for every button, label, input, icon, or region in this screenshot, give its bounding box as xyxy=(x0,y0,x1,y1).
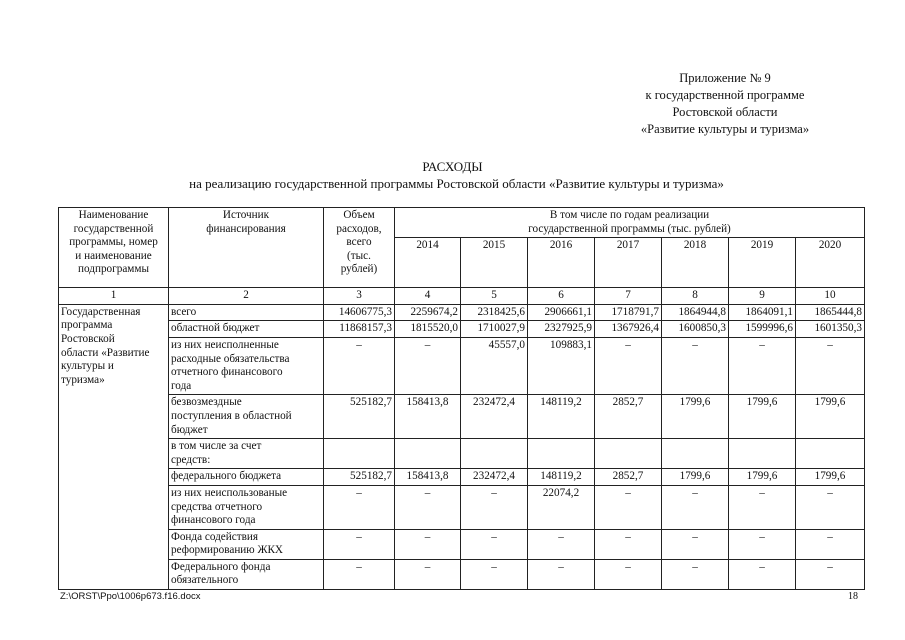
year-value-cell: 2327925,9 xyxy=(528,321,595,338)
funding-source-line: расходные обязательства xyxy=(171,352,290,365)
table-row xyxy=(59,304,865,321)
year-value-cell xyxy=(461,439,528,469)
year-value-cell: 1799,6 xyxy=(729,469,796,486)
year-value-cell xyxy=(395,439,461,469)
funding-source-line: из них неисполненные xyxy=(171,338,279,351)
annex-line: Приложение № 9 xyxy=(679,71,771,85)
program-name-line: культуры и xyxy=(61,360,114,373)
funding-source-cell xyxy=(169,485,324,529)
year-value-cell: – xyxy=(662,485,729,529)
column-number: 5 xyxy=(461,288,528,305)
table-row xyxy=(59,485,865,529)
funding-source-cell xyxy=(169,304,324,321)
year-value-cell: 1601350,3 xyxy=(796,321,865,338)
annex-line: к государственной программе xyxy=(645,88,805,102)
year-value-cell: 1600850,3 xyxy=(662,321,729,338)
year-value-cell: 148119,2 xyxy=(528,469,595,486)
year-value-cell: 2259674,2 xyxy=(395,304,461,321)
year-value-cell: 2852,7 xyxy=(595,395,662,439)
column-number: 1 xyxy=(59,288,169,305)
funding-source-line: средства отчетного xyxy=(171,500,263,513)
funding-source-line: отчетного финансового xyxy=(171,366,283,379)
year-value-cell: 45557,0 xyxy=(461,337,528,394)
year-value-cell: – xyxy=(528,559,595,589)
year-value-cell: – xyxy=(461,559,528,589)
year-value-cell: 22074,2 xyxy=(528,485,595,529)
year-value-cell: 232472,4 xyxy=(461,395,528,439)
year-value-cell xyxy=(595,439,662,469)
funding-source-cell xyxy=(169,395,324,439)
annex-line: Ростовской области xyxy=(672,105,778,119)
year-value-cell: 1815520,0 xyxy=(395,321,461,338)
year-value-cell xyxy=(528,439,595,469)
funding-source-line: Фонда содействия xyxy=(171,530,259,543)
year-value-cell: – xyxy=(528,529,595,559)
total-value-cell: – xyxy=(324,559,395,589)
table-row xyxy=(59,469,865,486)
table-row xyxy=(59,439,865,469)
program-name-line: Государственная xyxy=(61,305,141,318)
program-name-line: программа xyxy=(61,319,113,332)
column-number: 2 xyxy=(169,288,324,305)
year-value-cell: – xyxy=(595,485,662,529)
year-value-cell: 1864091,1 xyxy=(729,304,796,321)
year-value-cell xyxy=(796,439,865,469)
funding-source-cell xyxy=(169,321,324,338)
year-value-cell: – xyxy=(595,529,662,559)
funding-source-line: областной бюджет xyxy=(171,322,260,335)
header-year: 2018 xyxy=(662,238,729,288)
header-year: 2015 xyxy=(461,238,528,288)
year-value-cell: 1599996,6 xyxy=(729,321,796,338)
header-program-name: Наименование государственной программы, номер и наименование подпрограммы xyxy=(59,208,169,288)
funding-source-line: финансового года xyxy=(171,514,256,527)
total-value-cell xyxy=(324,439,395,469)
funding-source-line: из них неиспользованые xyxy=(171,486,288,499)
header-year: 2014 xyxy=(395,238,461,288)
year-value-cell: – xyxy=(662,559,729,589)
funding-source-line: бюджет xyxy=(171,423,208,436)
program-name-line: области «Развитие xyxy=(61,346,150,359)
column-number: 8 xyxy=(662,288,729,305)
total-value-cell: 525182,7 xyxy=(324,469,395,486)
funding-source-line: средств: xyxy=(171,453,211,466)
year-value-cell: 1799,6 xyxy=(796,395,865,439)
annex-line: «Развитие культуры и туризма» xyxy=(640,122,810,136)
total-value-cell: 11868157,3 xyxy=(324,321,395,338)
year-value-cell: 1718791,7 xyxy=(595,304,662,321)
total-value-cell: – xyxy=(324,485,395,529)
table-row xyxy=(59,559,865,589)
year-value-cell: – xyxy=(729,337,796,394)
year-value-cell: 2906661,1 xyxy=(528,304,595,321)
document-title xyxy=(0,158,905,192)
column-number: 9 xyxy=(729,288,796,305)
funding-source-cell xyxy=(169,559,324,589)
funding-source-line: в том числе за счет xyxy=(171,440,262,453)
total-value-cell: 14606775,3 xyxy=(324,304,395,321)
year-value-cell: 1799,6 xyxy=(662,469,729,486)
column-number: 10 xyxy=(796,288,865,305)
file-path: Z:\ORST\Ppo\1006p673.f16.docx xyxy=(60,591,201,602)
year-value-cell: – xyxy=(796,559,865,589)
title-line: РАСХОДЫ xyxy=(422,159,483,174)
year-value-cell: 1864944,8 xyxy=(662,304,729,321)
funding-source-line: реформированию ЖКХ xyxy=(171,544,284,557)
year-value-cell: – xyxy=(796,337,865,394)
year-value-cell: 232472,4 xyxy=(461,469,528,486)
total-value-cell: – xyxy=(324,337,395,394)
year-value-cell xyxy=(662,439,729,469)
total-value-cell: 525182,7 xyxy=(324,395,395,439)
header-funding-source: Источник финансирования xyxy=(169,208,324,288)
header-year: 2017 xyxy=(595,238,662,288)
year-value-cell: 1799,6 xyxy=(796,469,865,486)
column-number: 6 xyxy=(528,288,595,305)
year-value-cell: 1799,6 xyxy=(662,395,729,439)
year-value-cell: 158413,8 xyxy=(395,395,461,439)
column-number: 4 xyxy=(395,288,461,305)
program-name-line: Ростовской xyxy=(61,332,115,345)
year-value-cell: 2852,7 xyxy=(595,469,662,486)
year-value-cell: – xyxy=(461,485,528,529)
funding-source-line: Федерального фонда xyxy=(171,560,271,573)
year-value-cell: – xyxy=(395,337,461,394)
funding-source-cell xyxy=(169,529,324,559)
funding-source-line: безвозмездные xyxy=(171,396,242,409)
header-year: 2020 xyxy=(796,238,865,288)
year-value-cell: – xyxy=(729,485,796,529)
funding-source-line: поступления в областной xyxy=(171,409,292,422)
year-value-cell: – xyxy=(662,337,729,394)
year-value-cell: – xyxy=(796,485,865,529)
year-value-cell: 158413,8 xyxy=(395,469,461,486)
page-number: 18 xyxy=(848,591,858,602)
funding-source-cell xyxy=(169,439,324,469)
year-value-cell: – xyxy=(395,485,461,529)
funding-source-cell xyxy=(169,337,324,394)
year-value-cell: – xyxy=(796,529,865,559)
year-value-cell: 1865444,8 xyxy=(796,304,865,321)
title-line: на реализацию государственной программы Ростовской области «Развитие культуры и туризма» xyxy=(189,176,724,191)
header-years-group: В том числе по годам реализации государственной программы (тыс. рублей) xyxy=(395,208,865,238)
year-value-cell: – xyxy=(595,559,662,589)
total-value-cell: – xyxy=(324,529,395,559)
year-value-cell: 1367926,4 xyxy=(595,321,662,338)
header-total-volume: Объем расходов, всего (тыс. рублей) xyxy=(324,208,395,288)
funding-source-line: федерального бюджета xyxy=(171,470,282,483)
year-value-cell: 1710027,9 xyxy=(461,321,528,338)
year-value-cell: – xyxy=(729,529,796,559)
program-name-cell xyxy=(59,304,169,589)
year-value-cell: 148119,2 xyxy=(528,395,595,439)
funding-source-cell xyxy=(169,469,324,486)
year-value-cell: – xyxy=(729,559,796,589)
funding-source-line: года xyxy=(171,379,192,392)
year-value-cell: – xyxy=(662,529,729,559)
year-value-cell: 2318425,6 xyxy=(461,304,528,321)
year-value-cell: – xyxy=(461,529,528,559)
header-year: 2016 xyxy=(528,238,595,288)
column-number-row xyxy=(59,288,865,305)
table-row xyxy=(59,529,865,559)
table-row xyxy=(59,337,865,394)
year-value-cell: 1799,6 xyxy=(729,395,796,439)
column-number: 7 xyxy=(595,288,662,305)
table-row xyxy=(59,395,865,439)
program-name-line: туризма» xyxy=(61,373,105,386)
funding-source-line: обязательного xyxy=(171,574,239,587)
column-number: 3 xyxy=(324,288,395,305)
annex-header xyxy=(570,70,880,138)
year-value-cell: – xyxy=(395,529,461,559)
year-value-cell: – xyxy=(595,337,662,394)
year-value-cell: 109883,1 xyxy=(528,337,595,394)
header-year: 2019 xyxy=(729,238,796,288)
table-row xyxy=(59,321,865,338)
year-value-cell: – xyxy=(395,559,461,589)
year-value-cell xyxy=(729,439,796,469)
funding-source-line: всего xyxy=(171,305,197,318)
expenditure-table xyxy=(58,207,865,590)
